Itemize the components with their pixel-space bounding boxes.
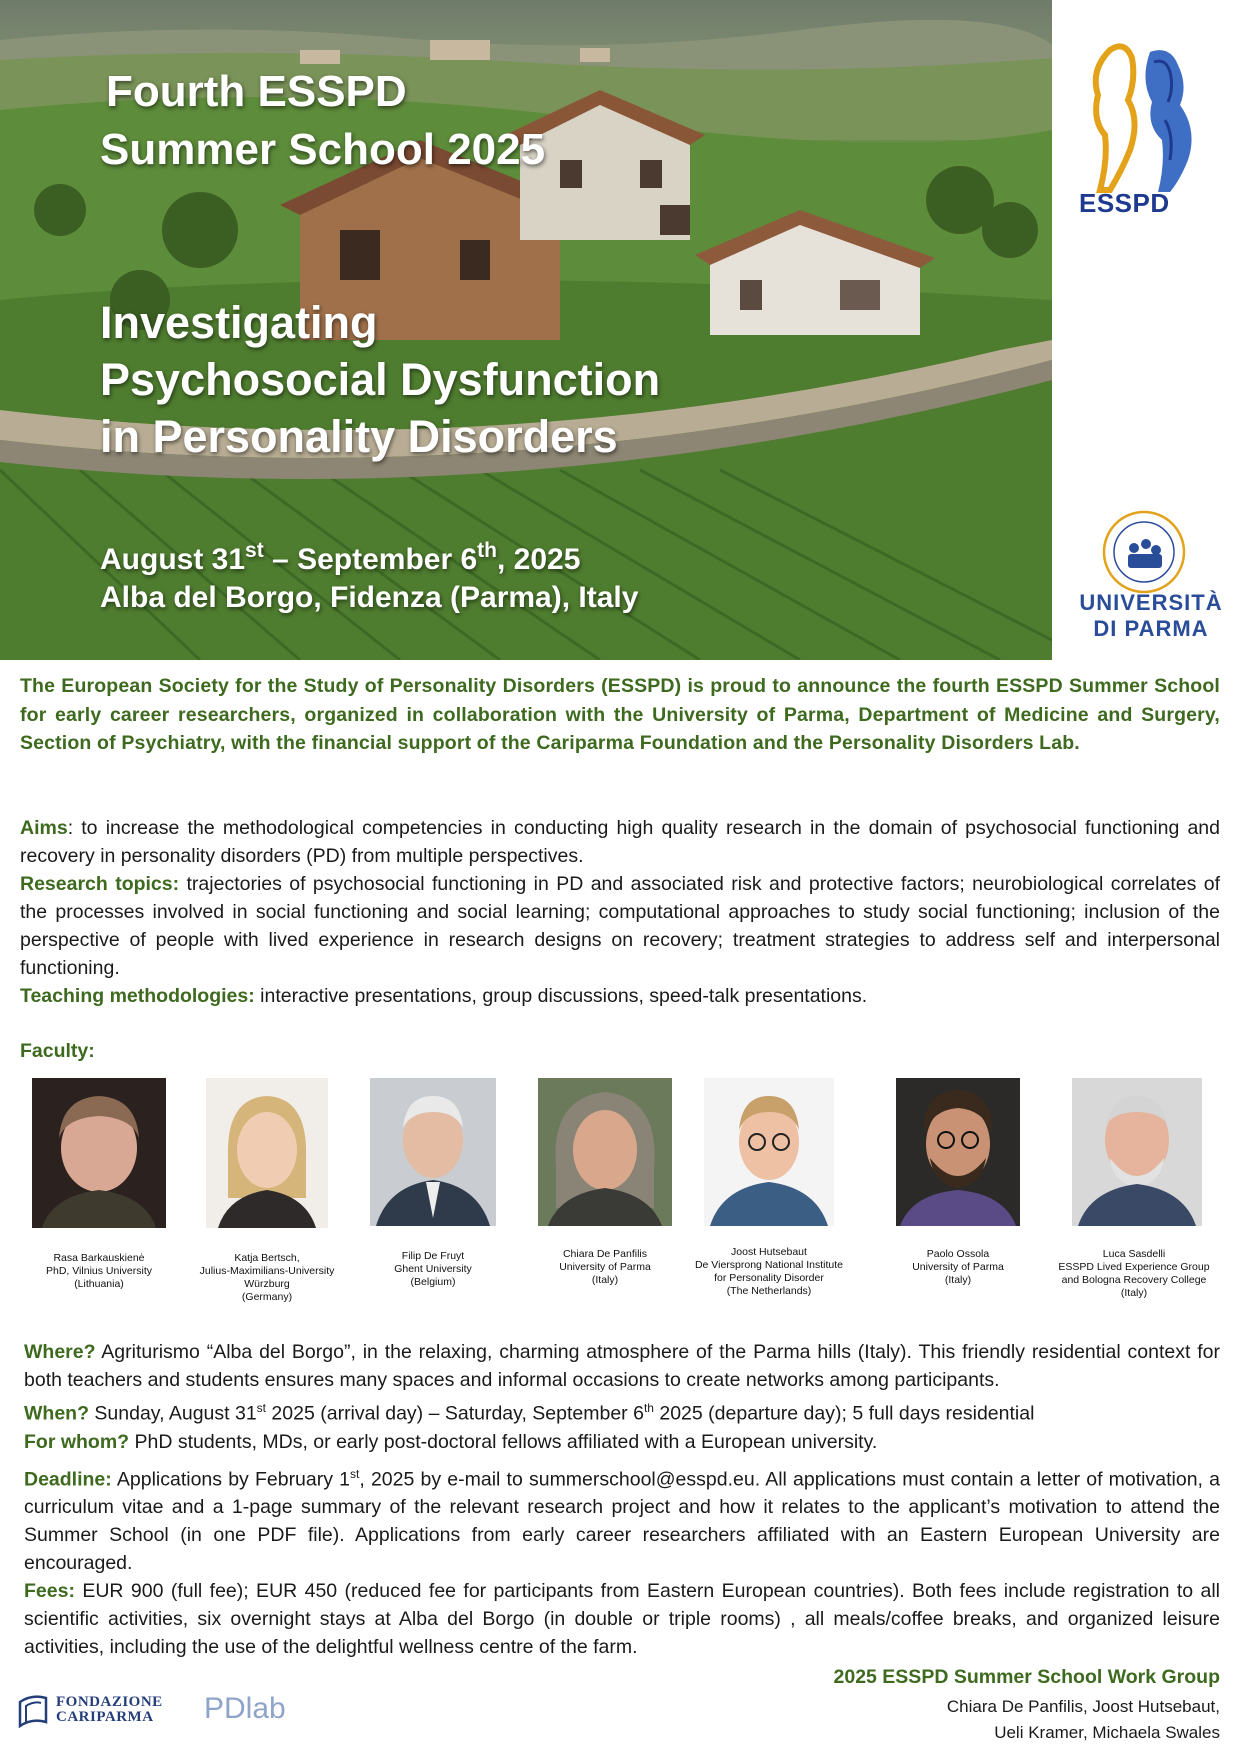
teaching-paragraph: Teaching methodologies: interactive presentations, group discussions, speed-talk presentations. [20,985,868,1007]
research-topics-label: Research topics: [20,873,180,895]
event-title-line2: Summer School 2025 [100,125,546,174]
aims-paragraph: Aims: to increase the methodological competencies in conducting high quality research in the domain of psychosocial functioning and recovery in personality disorders (PD) from multiple perspectives. [20,817,1220,867]
faculty-caption: Chiara De Panfilis University of Parma (Italy) [559,1248,651,1286]
event-title-line1: Fourth ESSPD [106,67,407,116]
event-dates [100,532,638,617]
intro-paragraph: The European Society for the Study of Personality Disorders (ESSPD) is proud to announce the fourth ESSPD Summer School for early career researchers, organized in collaboration with the University of Parma, Department of Medicine and Surgery, Section of Psychiatry, with the financial support of the Cariparma Foundation and the Personality Disorders Lab. [20,675,1220,754]
fondazione-emblem-icon [16,1692,50,1728]
subtitle-line1: Investigating [100,297,378,348]
research-topics-paragraph: Research topics: trajectories of psychosocial functioning in PD and associated risk and protective factors; neurobiological correlates of the processes involved in social functioning and social learning; computational approaches to study social functioning; inclusion of the perspective of people with lived experience in research designs on recovery; treatment strategies to address self and interpersonal functioning. [20,873,1220,979]
fees-label: Fees: [24,1580,75,1602]
faculty-caption: Filip De Fruyt Ghent University (Belgium) [394,1250,472,1288]
when-paragraph: When? Sunday, August 31st 2025 (arrival day) – Saturday, September 6th 2025 (departure day); 5 full days residential [24,1401,1035,1425]
venue: Alba del Borgo, Fidenza (Parma), Italy [100,581,639,614]
esspd-logo-text: ESSPD [1079,188,1170,218]
where-label: Where? [24,1341,96,1363]
faculty-caption: Joost Hutsebaut De Viersprong National Institute for Personality Disorder (The Netherlands) [694,1246,844,1297]
event-subtitle [100,294,660,465]
university-seal-icon [1100,508,1188,596]
for-whom-paragraph: For whom? PhD students, MDs, or early post-doctoral fellows affiliated with a European university. [24,1430,878,1453]
work-group-members: Chiara De Panfilis, Joost Hutsebaut, Ueli Kramer, Michaela Swales [946,1697,1220,1742]
faculty-photo [1072,1078,1202,1226]
for-whom-label: For whom? [24,1430,130,1453]
fondazione-cariparma-logo: FONDAZIONE CARIPARMA [16,1690,163,1730]
university-of-parma-logo: UNIVERSITÀ DI PARMA [1079,590,1223,641]
deadline-label: Deadline: [24,1468,112,1490]
faculty-photo [206,1078,328,1228]
faculty-caption: Rasa Barkauskienė PhD, Vilnius University (Lithuania) [45,1252,152,1290]
date-range: August 31st – September 6th, 2025 [100,539,581,576]
where-paragraph: Where? Agriturismo “Alba del Borgo”, in the relaxing, charming atmosphere of the Parma hills (Italy). This friendly residential context for both teachers and students ensures many spaces and informal occasions to create networks among participants. [24,1341,1220,1391]
faculty-caption: Katja Bertsch, Julius-Maximilians-University Würzburg (Germany) [199,1252,335,1303]
when-label: When? [24,1402,89,1425]
faculty-caption: Luca Sasdelli ESSPD Lived Experience Group and Bologna Recovery College (Italy) [1058,1248,1210,1299]
deadline-paragraph: Deadline: Applications by February 1st, 2025 by e-mail to summerschool@esspd.eu. All applications must contain a letter of motivation, a curriculum vitae and a 1-page summary of the relevant research project and how it relates to the applicant’s motivation to attend the Summer School (in one PDF file). Applications from early career researchers affiliated with an Eastern European University are encouraged. [24,1466,1220,1574]
work-group-title: 2025 ESSPD Summer School Work Group [833,1666,1220,1688]
practical-info [24,1338,1220,1661]
subtitle-line2: Psychosocial Dysfunction [100,354,661,405]
faculty-photo [896,1078,1020,1226]
teaching-label: Teaching methodologies: [20,985,255,1007]
aims-label: Aims [20,817,68,839]
faculty-heading: Faculty: [20,1040,95,1062]
faculty-photo [370,1078,496,1226]
pdlab-logo: PDlab [204,1692,286,1725]
faculty-photo [538,1078,672,1226]
fees-paragraph: Fees: EUR 900 (full fee); EUR 450 (reduced fee for participants from Eastern European countries). Both fees include registration to all scientific activities, six overnight stays at Alba del Borgo (in double or triple rooms) , all meals/coffee breaks, and organized leisure activities, including the use of the delightful wellness centre of the farm. [24,1580,1220,1658]
faculty-photo [32,1078,166,1228]
subtitle-line3: in Personality Disorders [100,411,618,462]
hero-banner [0,0,1052,660]
faculty-caption: Paolo Ossola University of Parma (Italy) [912,1248,1004,1286]
faculty-photo [704,1078,834,1226]
program-info [20,814,1220,1010]
